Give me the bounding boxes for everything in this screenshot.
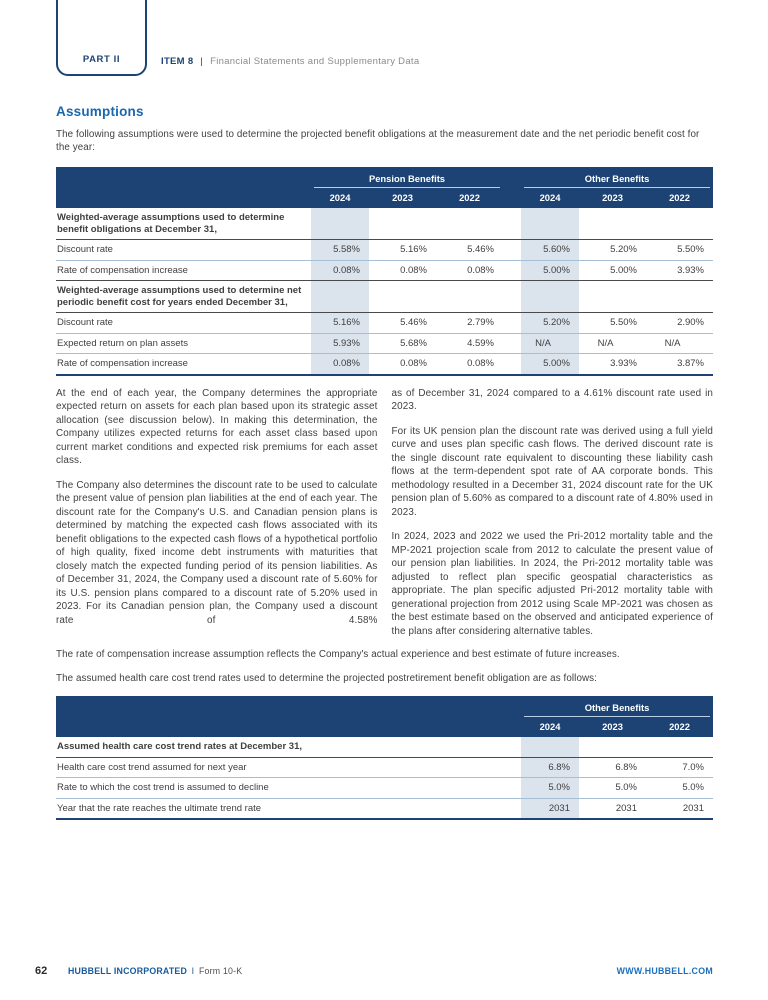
table-row xyxy=(56,261,713,282)
body-column-right xyxy=(392,387,714,650)
cell: 0.08% xyxy=(400,264,427,276)
cell: 5.58% xyxy=(311,240,369,260)
body-column-left xyxy=(56,387,378,650)
cell: 2.90% xyxy=(677,317,704,328)
cell: 5.0% xyxy=(682,782,704,793)
cell: 5.60% xyxy=(521,240,579,260)
table-row xyxy=(56,240,713,261)
cell xyxy=(436,281,503,312)
table-row xyxy=(56,737,713,758)
table-row xyxy=(56,281,713,313)
cell xyxy=(521,281,579,312)
cell: 5.93% xyxy=(311,334,369,354)
cell: 5.0% xyxy=(615,782,637,793)
cell xyxy=(369,208,436,239)
cell: 5.20% xyxy=(521,313,579,333)
cell xyxy=(369,281,436,312)
page-title: Assumptions xyxy=(56,104,144,119)
cell: 5.16% xyxy=(400,244,427,255)
paragraph: The rate of compensation increase assumption reflects the Company's actual experience and best estimate of future increases. xyxy=(56,649,620,660)
cell: 0.08% xyxy=(467,358,494,369)
row-label: Weighted-average assumptions used to determine benefit obligations at December 31, xyxy=(57,212,285,235)
table-row xyxy=(56,208,713,240)
footer-separator: I xyxy=(191,966,195,976)
cell xyxy=(646,208,713,239)
cell xyxy=(521,208,579,239)
table-row xyxy=(56,758,713,779)
cell: 5.0% xyxy=(521,778,579,798)
column-header-year: 2024 xyxy=(539,192,561,203)
row-label: Rate to which the cost trend is assumed to decline xyxy=(57,782,269,793)
health-care-trend-table xyxy=(56,696,713,820)
cell: 5.68% xyxy=(400,337,427,349)
cell: 0.08% xyxy=(311,354,369,374)
row-label: Expected return on plan assets xyxy=(57,337,188,349)
cell: 3.93% xyxy=(610,358,637,369)
cell: 7.0% xyxy=(682,761,704,773)
cell: 2.79% xyxy=(467,317,494,328)
column-group-other-benefits: Other Benefits xyxy=(524,171,710,188)
paragraph: The Company also determines the discount rate to be used to calculate the present value of pension plan liabilities at the end of each year. The discount rate for the Company's U.S. and Canadian pension plans is determined by matching the expected cash flows associated with its benefit obligations to the expected cash flows of a hypothetical portfolio of high quality, fixed income debt instruments with maturities that closely match the expected funding period of its pension liabilities. As of December 31, 2024, the Company used a discount rate of 5.60% for its U.S. pension plans compared to a discount rate of 5.20% used in 2023. For its Canadian pension plan, the Company used a discount rate of 4.58% xyxy=(56,479,378,626)
table-row xyxy=(56,334,713,355)
cell: 3.93% xyxy=(677,264,704,276)
table-row xyxy=(56,799,713,819)
column-header-year: 2022 xyxy=(669,721,690,732)
item-header xyxy=(161,56,419,67)
row-label: Year that the rate reaches the ultimate trend rate xyxy=(57,802,262,814)
footer-company: HUBBELL INCORPORATED xyxy=(68,966,188,976)
column-group-other-benefits: Other Benefits xyxy=(524,700,710,717)
item-separator: | xyxy=(200,56,204,67)
cell xyxy=(579,281,646,312)
row-label: Rate of compensation increase xyxy=(57,358,188,369)
footer-brand-line xyxy=(68,966,242,976)
cell: 0.08% xyxy=(311,261,369,281)
column-header-year: 2022 xyxy=(669,192,690,203)
intro-paragraph: The following assumptions were used to determine the projected benefit obligations at the measurement date and the net periodic benefit cost for the year: xyxy=(56,129,700,153)
paragraph: as of December 31, 2024 compared to a 4.61% discount rate used in 2023. xyxy=(391,387,713,412)
table-row xyxy=(56,778,713,799)
body-text-columns xyxy=(56,387,713,650)
cell: 5.00% xyxy=(610,264,637,276)
cell xyxy=(646,281,713,312)
cell xyxy=(311,281,369,312)
paragraph: In 2024, 2023 and 2022 we used the Pri-2012 mortality table and the MP-2021 projection scale from 2012 to calculate the present value of our pension plan liabilities. In 2024, the Pri-2012 mortality table was adjusted to reflect plan specific geospatial characteristics as appropriate. The plan specific adjusted Pri-2012 mortality table with generational projection from 2012 using Scale MP-2021 was chosen as the best estimate based on the observed and anticipated experience of the plans after considering alternative tables. xyxy=(391,531,713,637)
cell: 3.87% xyxy=(677,358,704,369)
cell: 5.00% xyxy=(521,261,579,281)
cell xyxy=(646,737,713,757)
cell: N/A xyxy=(521,334,579,354)
column-header-year: 2023 xyxy=(392,192,413,203)
cell: 5.50% xyxy=(610,317,637,328)
footer-website: WWW.HUBBELL.COM xyxy=(616,966,713,976)
column-header-year: 2024 xyxy=(539,721,561,732)
cell: N/A xyxy=(664,337,681,349)
cell xyxy=(521,737,579,757)
paragraph: For its UK pension plan the discount rate was derived using a full yield curve and uses plan specific cash flows. The derived discount rate is the single discount rate equivalent to discounting these liability cash flows at the term-dependent spot rate of AA corporate bonds. This methodology resulted in a December 31, 2024 discount rate for the UK pension plan of 5.60% as compared to a discount rate of 4.80% used in 2023. xyxy=(391,425,713,518)
paragraph: The assumed health care cost trend rates used to determine the projected postretirement benefit obligation are as follows: xyxy=(56,672,597,684)
footer-form-label: Form 10-K xyxy=(198,966,243,976)
cell xyxy=(311,208,369,239)
row-label: Assumed health care cost trend rates at December 31, xyxy=(57,741,302,752)
item-label: ITEM 8 xyxy=(161,56,194,67)
column-header-year: 2024 xyxy=(329,192,351,203)
cell: N/A xyxy=(597,337,614,349)
cell xyxy=(579,737,646,757)
table-row xyxy=(56,354,713,374)
part-ii-tab xyxy=(56,0,147,76)
assumptions-table-header xyxy=(56,167,713,208)
row-label: Weighted-average assumptions used to determine net periodic benefit cost for years ended December 31, xyxy=(57,285,302,308)
row-label: Health care cost trend assumed for next year xyxy=(57,761,247,773)
table-row xyxy=(56,313,713,334)
cell: 2031 xyxy=(521,799,579,819)
paragraph: At the end of each year, the Company determines the appropriate expected return on assets for each plan based upon its strategic asset allocation (see discussion below). In making this determination, the Company utilizes expected returns for each asset class based upon current market conditions and expected risk premiums for each asset class. xyxy=(56,387,378,466)
column-header-year: 2023 xyxy=(602,192,623,203)
cell xyxy=(436,208,503,239)
row-label: Discount rate xyxy=(57,317,113,328)
column-header-year: 2023 xyxy=(602,721,623,732)
cell: 6.8% xyxy=(521,758,579,778)
row-label: Rate of compensation increase xyxy=(57,264,188,276)
column-header-year: 2022 xyxy=(459,192,480,203)
cell xyxy=(579,208,646,239)
row-label: Discount rate xyxy=(57,244,113,255)
cell: 2031 xyxy=(615,802,637,814)
part-label: PART II xyxy=(82,54,121,65)
cell: 0.08% xyxy=(467,264,494,276)
page-number: 62 xyxy=(35,965,48,977)
item-title: Financial Statements and Supplementary Data xyxy=(210,56,420,67)
cell: 4.59% xyxy=(467,337,494,349)
cell: 0.08% xyxy=(400,358,427,369)
health-care-trend-table-header xyxy=(56,696,713,737)
cell: 5.46% xyxy=(400,317,427,328)
cell: 5.50% xyxy=(677,244,704,255)
assumptions-table xyxy=(56,167,713,376)
cell: 5.16% xyxy=(311,313,369,333)
cell: 5.20% xyxy=(610,244,637,255)
column-group-pension-benefits: Pension Benefits xyxy=(314,171,500,188)
cell: 5.46% xyxy=(467,244,494,255)
cell: 6.8% xyxy=(615,761,637,773)
cell: 2031 xyxy=(682,802,704,814)
cell: 5.00% xyxy=(521,354,579,374)
